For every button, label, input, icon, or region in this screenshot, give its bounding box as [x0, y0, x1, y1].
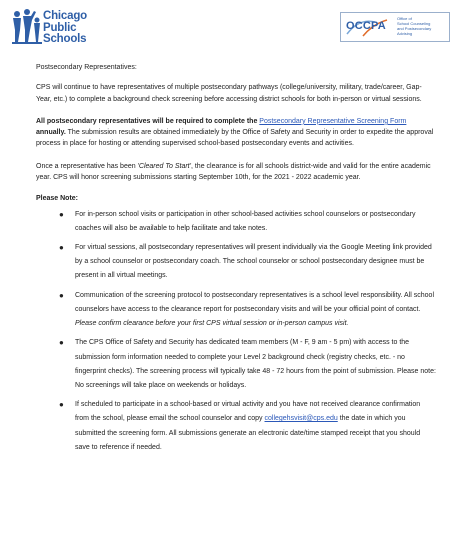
- paragraph-requirement: [36, 116, 436, 150]
- bullet-text: For virtual sessions, all postsecondary representatives will present individually via the Google Meeting link provided by a school counselor or postsecondary coach. The school counselor or school postsecondary designee must be present in all virtual meetings.: [75, 244, 432, 280]
- bullet-text: If scheduled to participate in a school-based or virtual activity and you have not received clearance confirmation from the school, please email the school counselor and copy: [75, 401, 421, 423]
- bullet-icon: ●: [59, 338, 64, 348]
- cleared-to-start-text: 'Cleared To Start': [137, 162, 191, 170]
- bullet-icon: ●: [59, 209, 64, 219]
- paragraph-intro: CPS will continue to have representatives of multiple postsecondary pathways (college/university, military, trade/career, Gap-Year, etc.) to complete a background check screening before accessing district schools for both in-person or virtual sessions.: [36, 84, 422, 103]
- clearance-text-a: Once a representative has been: [36, 162, 138, 170]
- bullet-text: For in-person school visits or participation in other school-based activities school counselors or postsecondary coaches will also be available to help facilitate and take notes.: [75, 210, 416, 232]
- bullet-text: The CPS Office of Safety and Security has dedicated team members (M - F, 9 am - 5 pm) with access to the submission form information needed to complete your Level 2 background check (registry checks, etc. - no fingerprint checks). The screening process will typically take 48 - 72 hours from the point of submission. Please note: No screenings will take place on weekends or holidays.: [75, 339, 436, 389]
- bullet-icon: ●: [59, 290, 64, 300]
- requirement-bold-text: All postsecondary representatives will be required to complete the: [36, 117, 260, 125]
- list-item: [36, 289, 436, 332]
- paragraph-clearance: [36, 161, 436, 184]
- occpa-subtitle: Office of School Counseling and Postsecondary Advising: [397, 16, 432, 36]
- greeting: Postsecondary Representatives:: [36, 64, 137, 71]
- please-note-heading: Please Note:: [36, 195, 79, 203]
- screening-form-link[interactable]: Postsecondary Representative Screening Form: [259, 117, 407, 125]
- clearance-text-b: , the clearance is for all schools district-wide and valid for the entire academic year. CPS will honor screening submissions starting September 10th, for the 2021 - 2022 academic year.: [36, 162, 431, 182]
- occpa-logo: [340, 12, 450, 42]
- list-item: [36, 241, 436, 284]
- occpa-wordmark: OCCPA: [346, 20, 386, 32]
- bullet-italic-text: Please confirm clearance before your first CPS virtual session or in-person campus visit.: [75, 320, 349, 328]
- email-link[interactable]: collegehsvisit@cps.edu: [264, 415, 338, 423]
- requirement-rest-text: The submission results are obtained immediately by the Office of Safety and Security in order to expedite the approval process in place for hosting or attending supervised school-based postsecondary events and activities.: [36, 129, 434, 148]
- list-item: [36, 208, 436, 236]
- bullet-text: Communication of the screening protocol to postsecondary representatives is a school level responsibility. All school counselors have access to the clearance report for postsecondary visits and will be your official point of contact.: [75, 291, 434, 313]
- cps-logo: [10, 8, 120, 50]
- bullet-icon: ●: [59, 400, 64, 410]
- list-item: [36, 398, 436, 455]
- cps-wordmark: Chicago Public Schools: [43, 10, 87, 45]
- requirement-annually-text: annually.: [36, 129, 66, 137]
- letter-body: [36, 62, 436, 460]
- bullet-text-end: the date in which you submitted the screening form. All submissions generate an electronic date/time stamped receipt that you should save to reference if needed.: [75, 415, 421, 451]
- list-item: [36, 336, 436, 393]
- notes-list: [36, 208, 436, 455]
- cps-figures-icon: [10, 8, 44, 46]
- bullet-icon: ●: [59, 243, 64, 253]
